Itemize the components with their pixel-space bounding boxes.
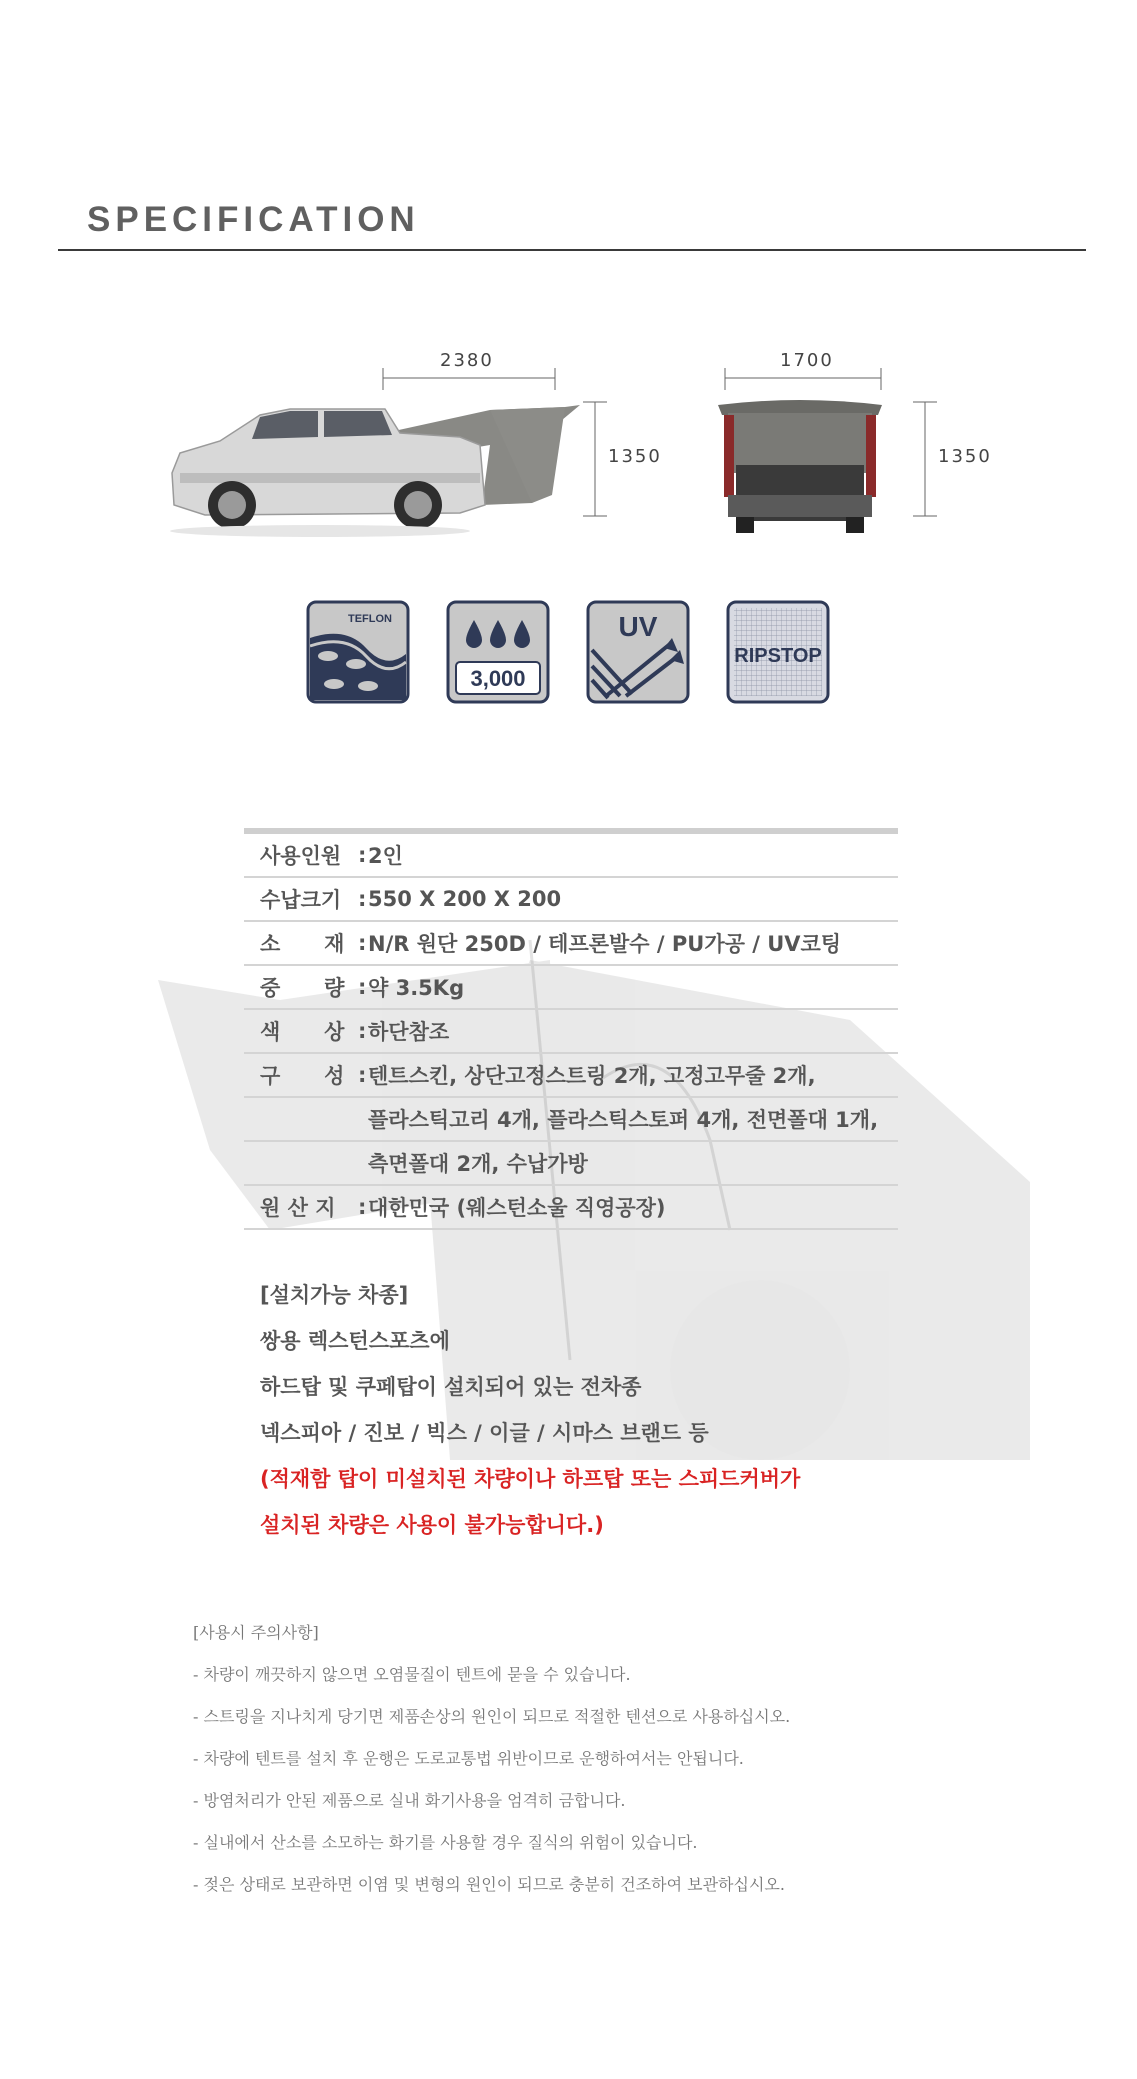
spec-value: 약 3.5Kg [368,976,465,1000]
caution-item: - 차량에 텐트를 설치 후 운행은 도로교통법 위반이므로 운행하여서는 안됩니다. [193,1749,744,1768]
rear-height-label: 1350 [938,446,992,467]
spec-row-continued [244,1098,898,1142]
spec-row-continued [244,1142,898,1186]
caution-item: - 차량이 깨끗하지 않으면 오염물질이 텐트에 묻을 수 있습니다. [193,1665,631,1684]
spec-row: 색 상 : 하단참조 [244,1010,898,1054]
teflon-icon [306,600,410,704]
spec-row: 중 량 : 약 3.5Kg [244,966,898,1010]
spec-key: 원 산 지 [260,1196,336,1220]
spec-value: 550 X 200 X 200 [368,887,562,911]
spec-key: 소 재 [260,932,345,956]
spec-value: 텐트스킨, 상단고정스트링 2개, 고정고무줄 2개, [368,1064,816,1088]
spec-row: 소 재 : N/R 원단 250D / 테프론발수 / PU가공 / UV코팅 [244,922,898,966]
spec-key: 사용인원 [260,844,342,868]
spec-row: 구 성 : 텐트스킨, 상단고정스트링 2개, 고정고무줄 2개, [244,1054,898,1098]
ripstop-icon [726,600,830,704]
spec-table [244,828,898,1230]
spec-row: 원 산 지 : 대한민국 (웨스턴소울 직영공장) [244,1186,898,1230]
uv-icon [586,600,690,704]
rear-width-label: 1700 [780,350,834,371]
spec-value: 하단참조 [368,1020,450,1044]
caution-item: - 실내에서 산소를 소모하는 화기를 사용할 경우 질식의 위험이 있습니다. [193,1833,698,1852]
compatibility-warning: 설치된 차량은 사용이 불가능합니다.) [260,1513,604,1537]
side-width-label: 2380 [440,350,494,371]
compatibility-warning: (적재함 탑이 미설치된 차량이나 하프탑 또는 스피드커버가 [260,1467,801,1491]
spec-key: 중 량 [260,976,345,1000]
page-title: SPECIFICATION [87,200,420,239]
spec-key: 색 상 [260,1020,345,1044]
caution-section [193,1612,790,1906]
compatible-vehicles-line: 쌍용 렉스턴스포츠에 [260,1329,450,1353]
compatible-vehicles-line: 넥스피아 / 진보 / 빅스 / 이글 / 시마스 브랜드 등 [260,1421,709,1445]
spec-key: 수납크기 [260,888,342,912]
svg-text:UV: UV [618,611,658,642]
svg-text:TEFLON: TEFLON [348,613,392,625]
side-height-label: 1350 [608,446,662,467]
spec-key: 구 성 [260,1064,345,1088]
spec-value: 플라스틱고리 4개, 플라스틱스토퍼 4개, 전면폴대 1개, [368,1108,879,1132]
compatible-vehicles-line: 하드탑 및 쿠페탑이 설치되어 있는 전차종 [260,1375,642,1399]
caution-item: - 젖은 상태로 보관하면 이염 및 변형의 원인이 되므로 충분히 건조하여 보관하십시오. [193,1875,785,1894]
spec-value: 대한민국 (웨스턴소울 직영공장) [368,1196,666,1220]
water-drops-icon [446,600,550,704]
spec-value: N/R 원단 250D / 테프론발수 / PU가공 / UV코팅 [368,932,842,956]
compatible-vehicles-section [260,1272,800,1548]
caution-heading: [사용시 주의사항] [193,1623,319,1642]
title-divider [58,249,1086,251]
side-dimension-lines [375,360,575,520]
spec-row: 수납크기 : 550 X 200 X 200 [244,878,898,922]
caution-item: - 스트링을 지나치게 당기면 제품손상의 원인이 되므로 적절한 텐션으로 사용하십시오. [193,1707,791,1726]
spec-value: 측면폴대 2개, 수납가방 [368,1152,588,1176]
caution-item: - 방염처리가 안된 제품으로 실내 화기사용을 엄격히 금합니다. [193,1791,626,1810]
svg-text:RIPSTOP: RIPSTOP [734,645,822,667]
svg-text:3,000: 3,000 [470,666,526,691]
rear-view-illustration [710,395,890,545]
spec-row: 사용인원 : 2인 [244,834,898,878]
spec-value: 2인 [368,844,403,868]
compatible-vehicles-heading: [설치가능 차종] [260,1283,409,1307]
